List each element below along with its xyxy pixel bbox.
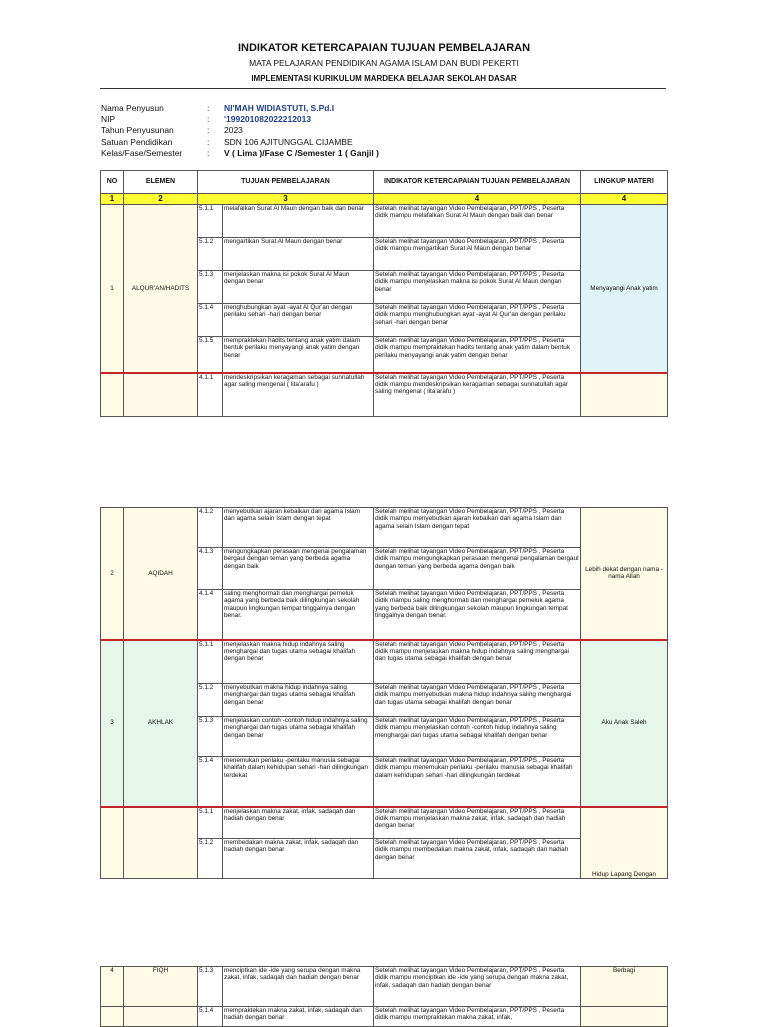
col-number: 1: [101, 194, 124, 205]
info-label: NIP: [101, 114, 116, 125]
indicator-text: Setelah melihat tayangan Video Pembelajaran, PPT/PPS , Peserta didik mampu menciptkan ide -ide yang serupa dengan makna zakat, infak, sadaqah dan hadiah dengan benar: [374, 967, 581, 1007]
objective-text: menyebutkan ajaran kebaikan dari agama Islam dan agama selain Islam dengan tepat: [223, 508, 374, 548]
alquran-table: [100, 204, 668, 417]
objective-text: melafalkan Surat Al Maun dengan baik dan benar: [223, 205, 374, 238]
objective-code: 5.1.4: [198, 1007, 223, 1027]
objective-code: 5.1.3: [198, 967, 223, 1007]
indicator-text: Setelah melihat tayangan Video Pembelajaran, PPT/PPS , Peserta didik mampu menyebutkan makna hidup indahnya saling menghargai dan tugas utama sebagai khalifah dengan benar: [374, 684, 581, 717]
objective-code: 5.1.4: [198, 757, 223, 807]
scope-text: Aku Anak Saleh: [581, 640, 668, 807]
info-colon: :: [207, 125, 210, 136]
row-number: 3: [101, 640, 124, 807]
page-subtitle-2: IMPLEMENTASI KURIKULUM MARDEKA BELAJAR SEKOLAH DASAR: [251, 74, 517, 83]
info-label: Satuan Pendidikan: [101, 136, 173, 147]
info-row-school: [101, 137, 379, 148]
indicator-text: Setelah melihat tayangan Video Pembelajaran, PPT/PPS , Peserta didik mampu menjelaskan makna zakat, infak, sadaqah dan hadiah dengan benar: [374, 807, 581, 839]
objective-code: 5.1.2: [198, 684, 223, 717]
row-number: [101, 807, 124, 879]
info-row-class: [101, 148, 379, 159]
info-value: SDN 106 AJITUNGGAL CIJAMBE: [224, 136, 353, 147]
info-value: 2023: [224, 125, 243, 136]
info-value: NI'MAH WIDIASTUTI, S.Pd.I: [224, 103, 335, 113]
indicator-text: Setelah melihat tayangan Video Pembelajaran, PPT/PPS , Peserta didik mampu saling menghormati dan menghargai pemeluk agama yang berbeda baik dilingkungan sekolah maupun lingkungan tempat tinggalnya dengan benar.: [374, 590, 581, 640]
objective-text: menjelaskan makna isi pokok Surat Al Maun dengan benar: [223, 271, 374, 304]
indicator-text: Setelah melihat tayangan Video Pembelajaran, PPT/PPS , Peserta didik mampu menghubungkan ayat -ayat Al Qur'an dengan perilaku sehari -hari dengan benar: [374, 304, 581, 337]
objective-code: 5.1.1: [198, 807, 223, 839]
objective-text: menjelaskan makna hidup indahnya saling menghargai dan tugas utama sebagai khalifah dengan benar: [223, 640, 374, 684]
objective-text: mengartikan Surat Al Maun dengan benar: [223, 238, 374, 271]
aqidah-akhlak-fiqh-table: [100, 507, 668, 879]
scope-text: [581, 373, 668, 417]
element-name: [124, 807, 198, 879]
info-colon: :: [207, 103, 210, 113]
element-name: [124, 373, 198, 417]
scope-text: Menyayangi Anak yatim: [581, 205, 668, 373]
objective-code: 4.1.2: [198, 508, 223, 548]
table-header-row: [101, 171, 668, 194]
indicator-text: Setelah melihat tayangan Video Pembelajaran, PPT/PPS , Peserta didik mampu mempraktekan makna zakat, infak,: [374, 1007, 581, 1027]
objective-text: mengungkapkan perasaan mengenai pengalaman bergaul dengan teman yang berbeda agama dengan baik: [223, 548, 374, 590]
objective-code: 4.1.3: [198, 548, 223, 590]
element-name: AKHLAK: [124, 640, 198, 807]
indicator-text: Setelah melihat tayangan Video Pembelajaran, PPT/PPS , Peserta didik mampu menjelaskan makna hidup indahnya saling menghargai dan tugas utama sebagai khalifah dengan benar: [374, 640, 581, 684]
row-number: 4: [101, 967, 124, 1007]
col-number: 4: [581, 194, 668, 205]
objective-code: 4.1.4: [198, 590, 223, 640]
element-name: FIQH: [124, 967, 198, 1007]
indicator-text: Setelah melihat tayangan Video Pembelajaran, PPT/PPS , Peserta didik mampu mendeskripsikan keragaman sebagai sunnatullah agar saling mengenal ( lita'arafu ): [374, 373, 581, 417]
table-row: [101, 807, 668, 839]
objective-text: mempraktekan makna zakat, infak, sadaqah dan hadiah dengan benar: [223, 1007, 374, 1027]
scope-text: Lebih dekat dengan nama -nama Allah: [581, 508, 668, 640]
objective-code: 5.1.1: [198, 640, 223, 684]
objective-text: menciptkan ide -ide yang serupa dengan makna zakat, infak, sadaqah dan hadiah dengan benar: [223, 967, 374, 1007]
col-number: 4: [374, 194, 581, 205]
col-header-scope: LINGKUP MATERI: [581, 171, 668, 194]
table-row: [101, 373, 668, 417]
objective-text: saling menghormati dan menghargai pemeluk agama yang berbeda baik dilingkungan sekolah maupun lingkungan tempat tinggalnya dengan benar.: [223, 590, 374, 640]
element-name: AQIDAH: [124, 508, 198, 640]
scope-text: Hidup Lapang Dengan: [581, 807, 668, 879]
objective-code: 5.1.1: [198, 205, 223, 238]
indicator-text: Setelah melihat tayangan Video Pembelajaran, PPT/PPS , Peserta didik mampu mengartikan Surat Al Maun dengan benar: [374, 238, 581, 271]
indicator-text: Setelah melihat tayangan Video Pembelajaran, PPT/PPS , Peserta didik mampu menjelaskan makna isi pokok Surat Al Maun dengan benar: [374, 271, 581, 304]
element-name: [124, 1007, 198, 1027]
info-colon: :: [207, 147, 210, 158]
column-number-row: [101, 194, 668, 205]
indicator-text: Setelah melihat tayangan Video Pembelajaran, PPT/PPS , Peserta didik mampu mengungkapkan perasaan mengenai pengalaman bergaul dengan teman yang berbeda agama dengan baik: [374, 548, 581, 590]
info-row-nip: [101, 114, 379, 125]
row-number: [101, 1007, 124, 1027]
objective-code: 5.1.3: [198, 717, 223, 757]
indicator-text: Setelah melihat tayangan Video Pembelajaran, PPT/PPS , Peserta didik mampu menemukan perilaku -perilaku manusia sebagai khalifah dalam kehidupan sehari -hari dilingkungan terdekat: [374, 757, 581, 807]
table-row: [101, 1007, 668, 1027]
objective-text: mendeskripsikan keragaman sebagai sunnatullah agar saling mengenal ( lita'arafu ): [223, 373, 374, 417]
objective-text: membedakan makna zakat, infak, sadaqah dan hadiah dengan benar: [223, 839, 374, 879]
table-section-1: [100, 170, 667, 418]
objective-code: 5.1.2: [198, 839, 223, 879]
row-number: 1: [101, 205, 124, 373]
scope-text: Berbagi: [581, 967, 668, 1007]
col-header-element: ELEMEN: [124, 171, 198, 194]
col-number: 2: [124, 194, 198, 205]
objective-code: 5.1.3: [198, 271, 223, 304]
indicator-text: Setelah melihat tayangan Video Pembelajaran, PPT/PPS , Peserta didik mampu menjelaskan contoh -contoh hidup indahnya saling menghargai dan tugas utama sebagai khalifah dengan benar: [374, 717, 581, 757]
row-number: [101, 373, 124, 417]
objective-code: 5.1.4: [198, 304, 223, 337]
table-section-3: [100, 966, 667, 1024]
info-row-year: [101, 125, 379, 136]
header-divider: [100, 88, 666, 89]
col-header-no: NO: [101, 171, 124, 194]
indicator-text: Setelah melihat tayangan Video Pembelajaran, PPT/PPS , Peserta didik mampu melafalkan Surat Al Maun dengan baik dan benar: [374, 205, 581, 238]
info-label: Tahun Penyusunan: [101, 125, 174, 136]
fiqh-table: [100, 966, 668, 1027]
table-row: [101, 967, 668, 1007]
objective-text: menemukan perilaku -perilaku manusia sebagai khalifah dalam kehidupan sehari -hari dilingkungan terdekat: [223, 757, 374, 807]
objective-text: mempraktekan hadits tentang anak yatim dalam bentuk perilaku menyayangi anak yatim dengan benar: [223, 337, 374, 373]
info-value: '199201082022212013: [224, 114, 312, 125]
indicator-table: [100, 170, 668, 205]
scope-text: [581, 1007, 668, 1027]
table-row: [101, 205, 668, 238]
col-header-objective: TUJUAN PEMBELAJARAN: [198, 171, 374, 194]
row-number: 2: [101, 508, 124, 640]
indicator-text: Setelah melihat tayangan Video Pembelajaran, PPT/PPS , Peserta didik mampu membedakan makna zakat, infak, sadaqah dan hadiah dengan benar: [374, 839, 581, 879]
objective-text: menyebutkan makna hidup indahnya saling menghargai dan tugas utama sebagai khalifah dengan benar: [223, 684, 374, 717]
col-number: 3: [198, 194, 374, 205]
info-block: [101, 103, 379, 159]
info-colon: :: [207, 114, 210, 125]
info-value: V ( Lima )/Fase C /Semester 1 ( Ganjil ): [224, 147, 379, 158]
objective-text: menjelaskan contoh -contoh hidup indahnya saling menghargai dan tugas utama sebagai khalifah dengan benar: [223, 717, 374, 757]
indicator-text: Setelah melihat tayangan Video Pembelajaran, PPT/PPS , Peserta didik mampu menyebutkan ajaran kebaikan dari agama Islam dan agama selain Islam dengan tepat: [374, 508, 581, 548]
table-row: [101, 640, 668, 684]
objective-code: 5.1.5: [198, 337, 223, 373]
info-colon: :: [207, 136, 210, 147]
objective-code: 4.1.1: [198, 373, 223, 417]
info-row-author: [101, 103, 379, 114]
indicator-text: Setelah melihat tayangan Video Pembelajaran, PPT/PPS , Peserta didik mampu mempraktekan hadits tentang anak yatim dalam bentuk perilaku menyayangi anak yatim dengan benar: [374, 337, 581, 373]
info-label: Kelas/Fase/Semester: [101, 147, 183, 158]
objective-text: menjelaskan makna zakat, infak, sadaqah dan hadiah dengan benar: [223, 807, 374, 839]
info-label: Nama Penyusun: [101, 103, 164, 113]
page-subtitle: MATA PELAJARAN PENDIDIKAN AGAMA ISLAM DAN BUDI PEKERTI: [249, 58, 519, 68]
element-name: ALQUR'AN/HADITS: [124, 205, 198, 373]
objective-code: 5.1.2: [198, 238, 223, 271]
col-header-indicator: INDIKATOR KETERCAPAIAN TUJUAN PEMBELAJARAN: [374, 171, 581, 194]
table-section-2: [100, 507, 667, 878]
objective-text: menghubungkan ayat -ayat Al Qur'an dengan perilaku sehari -hari dengan benar: [223, 304, 374, 337]
page-title: INDIKATOR KETERCAPAIAN TUJUAN PEMBELAJARAN: [237, 42, 531, 54]
table-row: [101, 508, 668, 548]
